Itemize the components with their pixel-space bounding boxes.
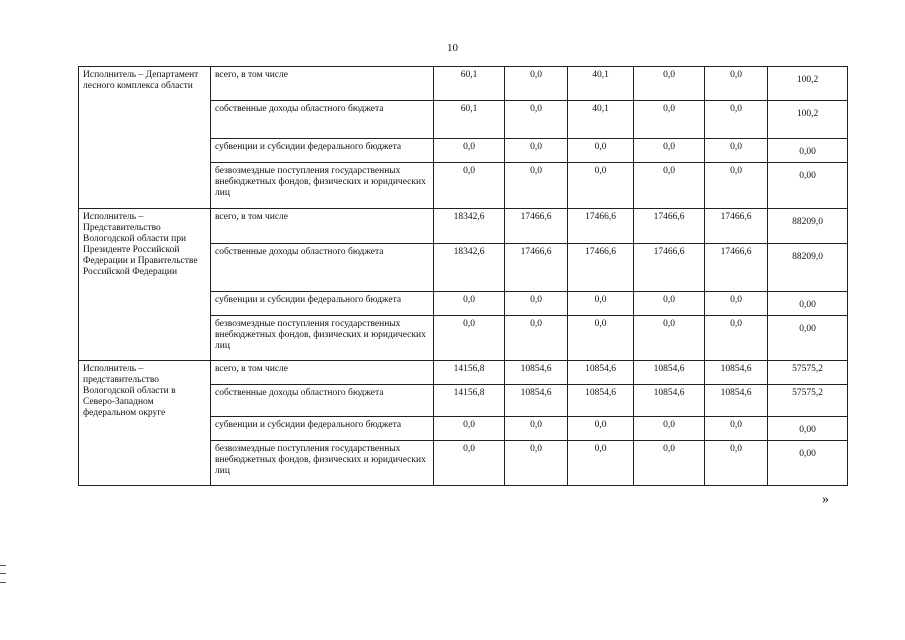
value-cell: 10854,6: [505, 385, 568, 417]
budget-table: [78, 66, 848, 486]
executor-cell: Исполнитель – представительство Вологодской области в Северо-Западном федеральном округе: [79, 361, 211, 486]
value-cell: 14156,8: [434, 385, 505, 417]
value-cell: 40,1: [568, 101, 634, 139]
total-cell: 88209,0: [768, 244, 848, 292]
value-cell: 0,0: [705, 101, 768, 139]
value-cell: 40,1: [568, 67, 634, 101]
value-cell: 10854,6: [505, 361, 568, 385]
total-cell: 100,2: [768, 67, 848, 101]
value-cell: 0,0: [634, 316, 705, 361]
total-cell: 0,00: [768, 441, 848, 486]
table-row: [79, 67, 848, 101]
closing-quote-mark: »: [822, 492, 829, 507]
value-cell: 17466,6: [634, 244, 705, 292]
value-cell: 0,0: [634, 417, 705, 441]
value-cell: 0,0: [634, 163, 705, 209]
value-cell: 0,0: [505, 139, 568, 163]
margin-tick-mark: [0, 565, 6, 583]
funding-source-cell: собственные доходы областного бюджета: [211, 101, 434, 139]
value-cell: 0,0: [705, 292, 768, 316]
total-cell: 88209,0: [768, 209, 848, 244]
value-cell: 0,0: [434, 292, 505, 316]
value-cell: 17466,6: [568, 244, 634, 292]
funding-source-cell: всего, в том числе: [211, 67, 434, 101]
value-cell: 10854,6: [568, 361, 634, 385]
value-cell: 0,0: [505, 316, 568, 361]
funding-source-cell: безвозмездные поступления государственных внебюджетных фондов, физических и юридических лиц: [211, 163, 434, 209]
value-cell: 60,1: [434, 67, 505, 101]
value-cell: 0,0: [505, 67, 568, 101]
total-cell: 100,2: [768, 101, 848, 139]
total-cell: 0,00: [768, 292, 848, 316]
value-cell: 0,0: [434, 441, 505, 486]
total-cell: 57575,2: [768, 385, 848, 417]
value-cell: 0,0: [568, 292, 634, 316]
value-cell: 0,0: [568, 163, 634, 209]
value-cell: 0,0: [434, 163, 505, 209]
value-cell: 0,0: [634, 441, 705, 486]
funding-source-cell: безвозмездные поступления государственных внебюджетных фондов, физических и юридических лиц: [211, 316, 434, 361]
value-cell: 10854,6: [634, 385, 705, 417]
value-cell: 10854,6: [568, 385, 634, 417]
funding-source-cell: субвенции и субсидии федерального бюджета: [211, 292, 434, 316]
value-cell: 0,0: [505, 292, 568, 316]
value-cell: 0,0: [705, 316, 768, 361]
total-cell: 57575,2: [768, 361, 848, 385]
funding-source-cell: безвозмездные поступления государственных внебюджетных фондов, физических и юридических лиц: [211, 441, 434, 486]
total-cell: 0,00: [768, 417, 848, 441]
total-cell: 0,00: [768, 139, 848, 163]
funding-source-cell: всего, в том числе: [211, 361, 434, 385]
value-cell: 0,0: [705, 67, 768, 101]
value-cell: 10854,6: [705, 361, 768, 385]
value-cell: 17466,6: [705, 244, 768, 292]
value-cell: 0,0: [634, 292, 705, 316]
value-cell: 0,0: [705, 441, 768, 486]
value-cell: 17466,6: [568, 209, 634, 244]
value-cell: 0,0: [705, 417, 768, 441]
funding-source-cell: собственные доходы областного бюджета: [211, 385, 434, 417]
value-cell: 0,0: [505, 417, 568, 441]
value-cell: 17466,6: [634, 209, 705, 244]
value-cell: 0,0: [634, 67, 705, 101]
value-cell: 17466,6: [505, 244, 568, 292]
value-cell: 0,0: [568, 441, 634, 486]
table-row: [79, 361, 848, 385]
value-cell: 0,0: [634, 139, 705, 163]
value-cell: 0,0: [634, 101, 705, 139]
funding-source-cell: субвенции и субсидии федерального бюджета: [211, 139, 434, 163]
total-cell: 0,00: [768, 163, 848, 209]
executor-cell: Исполнитель – Представительство Вологодской области при Президенте Российской Федерации и Правительстве Российской Федерации: [79, 209, 211, 361]
value-cell: 0,0: [434, 417, 505, 441]
value-cell: 17466,6: [505, 209, 568, 244]
value-cell: 10854,6: [634, 361, 705, 385]
value-cell: 18342,6: [434, 244, 505, 292]
value-cell: 18342,6: [434, 209, 505, 244]
value-cell: 17466,6: [705, 209, 768, 244]
value-cell: 0,0: [434, 139, 505, 163]
value-cell: 0,0: [705, 139, 768, 163]
value-cell: 0,0: [705, 163, 768, 209]
value-cell: 0,0: [434, 316, 505, 361]
page-number: 10: [447, 42, 458, 54]
funding-source-cell: собственные доходы областного бюджета: [211, 244, 434, 292]
funding-source-cell: субвенции и субсидии федерального бюджета: [211, 417, 434, 441]
table-row: [79, 209, 848, 244]
value-cell: 0,0: [568, 139, 634, 163]
value-cell: 0,0: [568, 417, 634, 441]
executor-cell: Исполнитель – Департамент лесного комплекса области: [79, 67, 211, 209]
value-cell: 0,0: [505, 441, 568, 486]
value-cell: 0,0: [505, 163, 568, 209]
value-cell: 0,0: [568, 316, 634, 361]
funding-source-cell: всего, в том числе: [211, 209, 434, 244]
value-cell: 0,0: [505, 101, 568, 139]
value-cell: 60,1: [434, 101, 505, 139]
value-cell: 14156,8: [434, 361, 505, 385]
total-cell: 0,00: [768, 316, 848, 361]
value-cell: 10854,6: [705, 385, 768, 417]
